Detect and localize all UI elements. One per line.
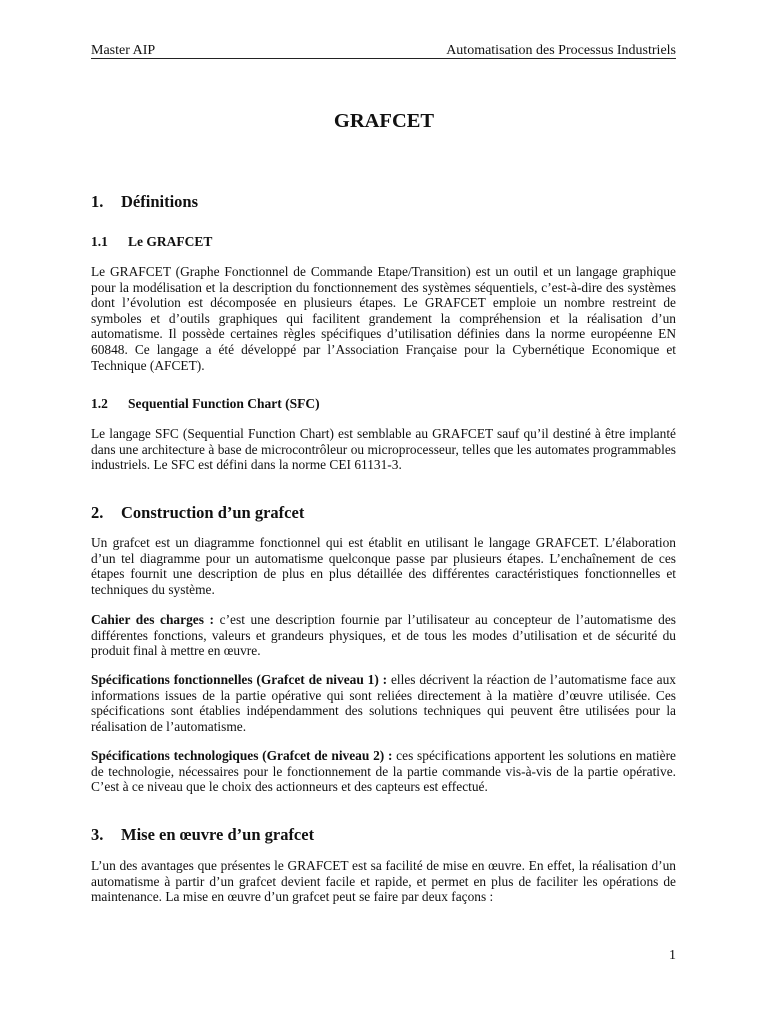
subsection-1-1-paragraph: Le GRAFCET (Graphe Fonctionnel de Commande Etape/Transition) est un outil et un langage graphique pour la modélisation et la description du fonctionnement des systèmes séquentiels, c’est-à-dire des systèmes dont l’évolution est décomposée en plusieurs étapes. Le GRAFCET emploie un nombre restreint de symboles et d’outils graphiques qui facilitent grandement la compréhension et la réalisation d’un automatisme. Il possède certaines règles spécifiques d’utilisation définies dans la norme européenne EN 60848. Ce langage a été développé par l’Association Française pour la Cybernétique Economique et Technique (AFCET). (91, 264, 676, 373)
specifications-fonctionnelles-paragraph (91, 672, 676, 734)
section-3-paragraph: L’un des avantages que présentes le GRAFCET est sa facilité de mise en œuvre. En effet, la réalisation d’un automatisme à partir d’un grafcet devient facile et rapide, et permet en plus de faciliter les opérations de maintenance. La mise en œuvre d’un grafcet peut se faire par deux façons : (91, 858, 676, 905)
page-header (91, 40, 676, 59)
term-definition: c’est une description fournie par l’utilisateur au concepteur de l’automatisme des différentes fonctions, valeurs et grandeurs physiques, et de tous les modes d’utilisation et de sécurité du produit final à mettre en œuvre. (91, 612, 676, 659)
section-number: 1. (91, 192, 104, 211)
section-2-intro-paragraph: Un grafcet est un diagramme fonctionnel qui est établit en utilisant le langage GRAFCET. L’élaboration d’un tel diagramme pour un automatisme quelconque passe par plusieurs étapes. L’enchaînement de ces étapes fournit une description de plus en plus détaillée des différentes caractéristiques fonctionnelles et techniques du système. (91, 535, 676, 597)
subsection-number: 1.2 (91, 396, 108, 411)
section-1-heading (91, 192, 198, 212)
section-title: Construction d’un grafcet (121, 503, 305, 522)
section-number: 3. (91, 825, 104, 844)
term-label: Cahier des charges : (91, 612, 215, 627)
section-title: Définitions (121, 192, 199, 211)
section-title: Mise en œuvre d’un grafcet (121, 825, 315, 844)
term-definition: ces spécifications apportent les solutions en matière de technologie, nécessaires pour le fonctionnement de la partie commande vis-à-vis de la partie opérative. C’est à ce niveau que le choix des actionneurs et des capteurs est effectué. (91, 748, 676, 795)
subsection-1-2-heading (91, 396, 320, 412)
term-label: Spécifications fonctionnelles (Grafcet de niveau 1) : (91, 672, 388, 687)
section-number: 2. (91, 503, 104, 522)
page-number: 1 (669, 948, 676, 963)
term-label: Spécifications technologiques (Grafcet de niveau 2) : (91, 748, 393, 763)
subsection-title: Sequential Function Chart (SFC) (128, 396, 320, 411)
header-left: Master AIP (91, 43, 156, 58)
subsection-number: 1.1 (91, 234, 108, 249)
document-title: GRAFCET (333, 110, 435, 132)
header-right: Automatisation des Processus Industriels (446, 43, 676, 58)
subsection-1-1-heading (91, 234, 212, 250)
section-2-heading (91, 503, 304, 523)
section-3-heading (91, 825, 314, 845)
cahier-des-charges-paragraph (91, 612, 676, 659)
specifications-technologiques-paragraph (91, 748, 676, 795)
subsection-1-2-paragraph: Le langage SFC (Sequential Function Chart) est semblable au GRAFCET sauf qu’il destiné à être implanté dans une architecture à base de microcontrôleur ou microprocesseur, telles que les automates programmables industriels. Le SFC est défini dans la norme CEI 61131-3. (91, 426, 676, 473)
subsection-title: Le GRAFCET (128, 234, 213, 249)
term-definition: elles décrivent la réaction de l’automatisme face aux informations issues de la partie opérative qui sont reliées directement à la matière d’œuvre utilisée. Ces spécifications sont établies indépendamment des solutions techniques qui peuvent être utilisées pour la réalisation de l’automatisme. (91, 672, 676, 734)
